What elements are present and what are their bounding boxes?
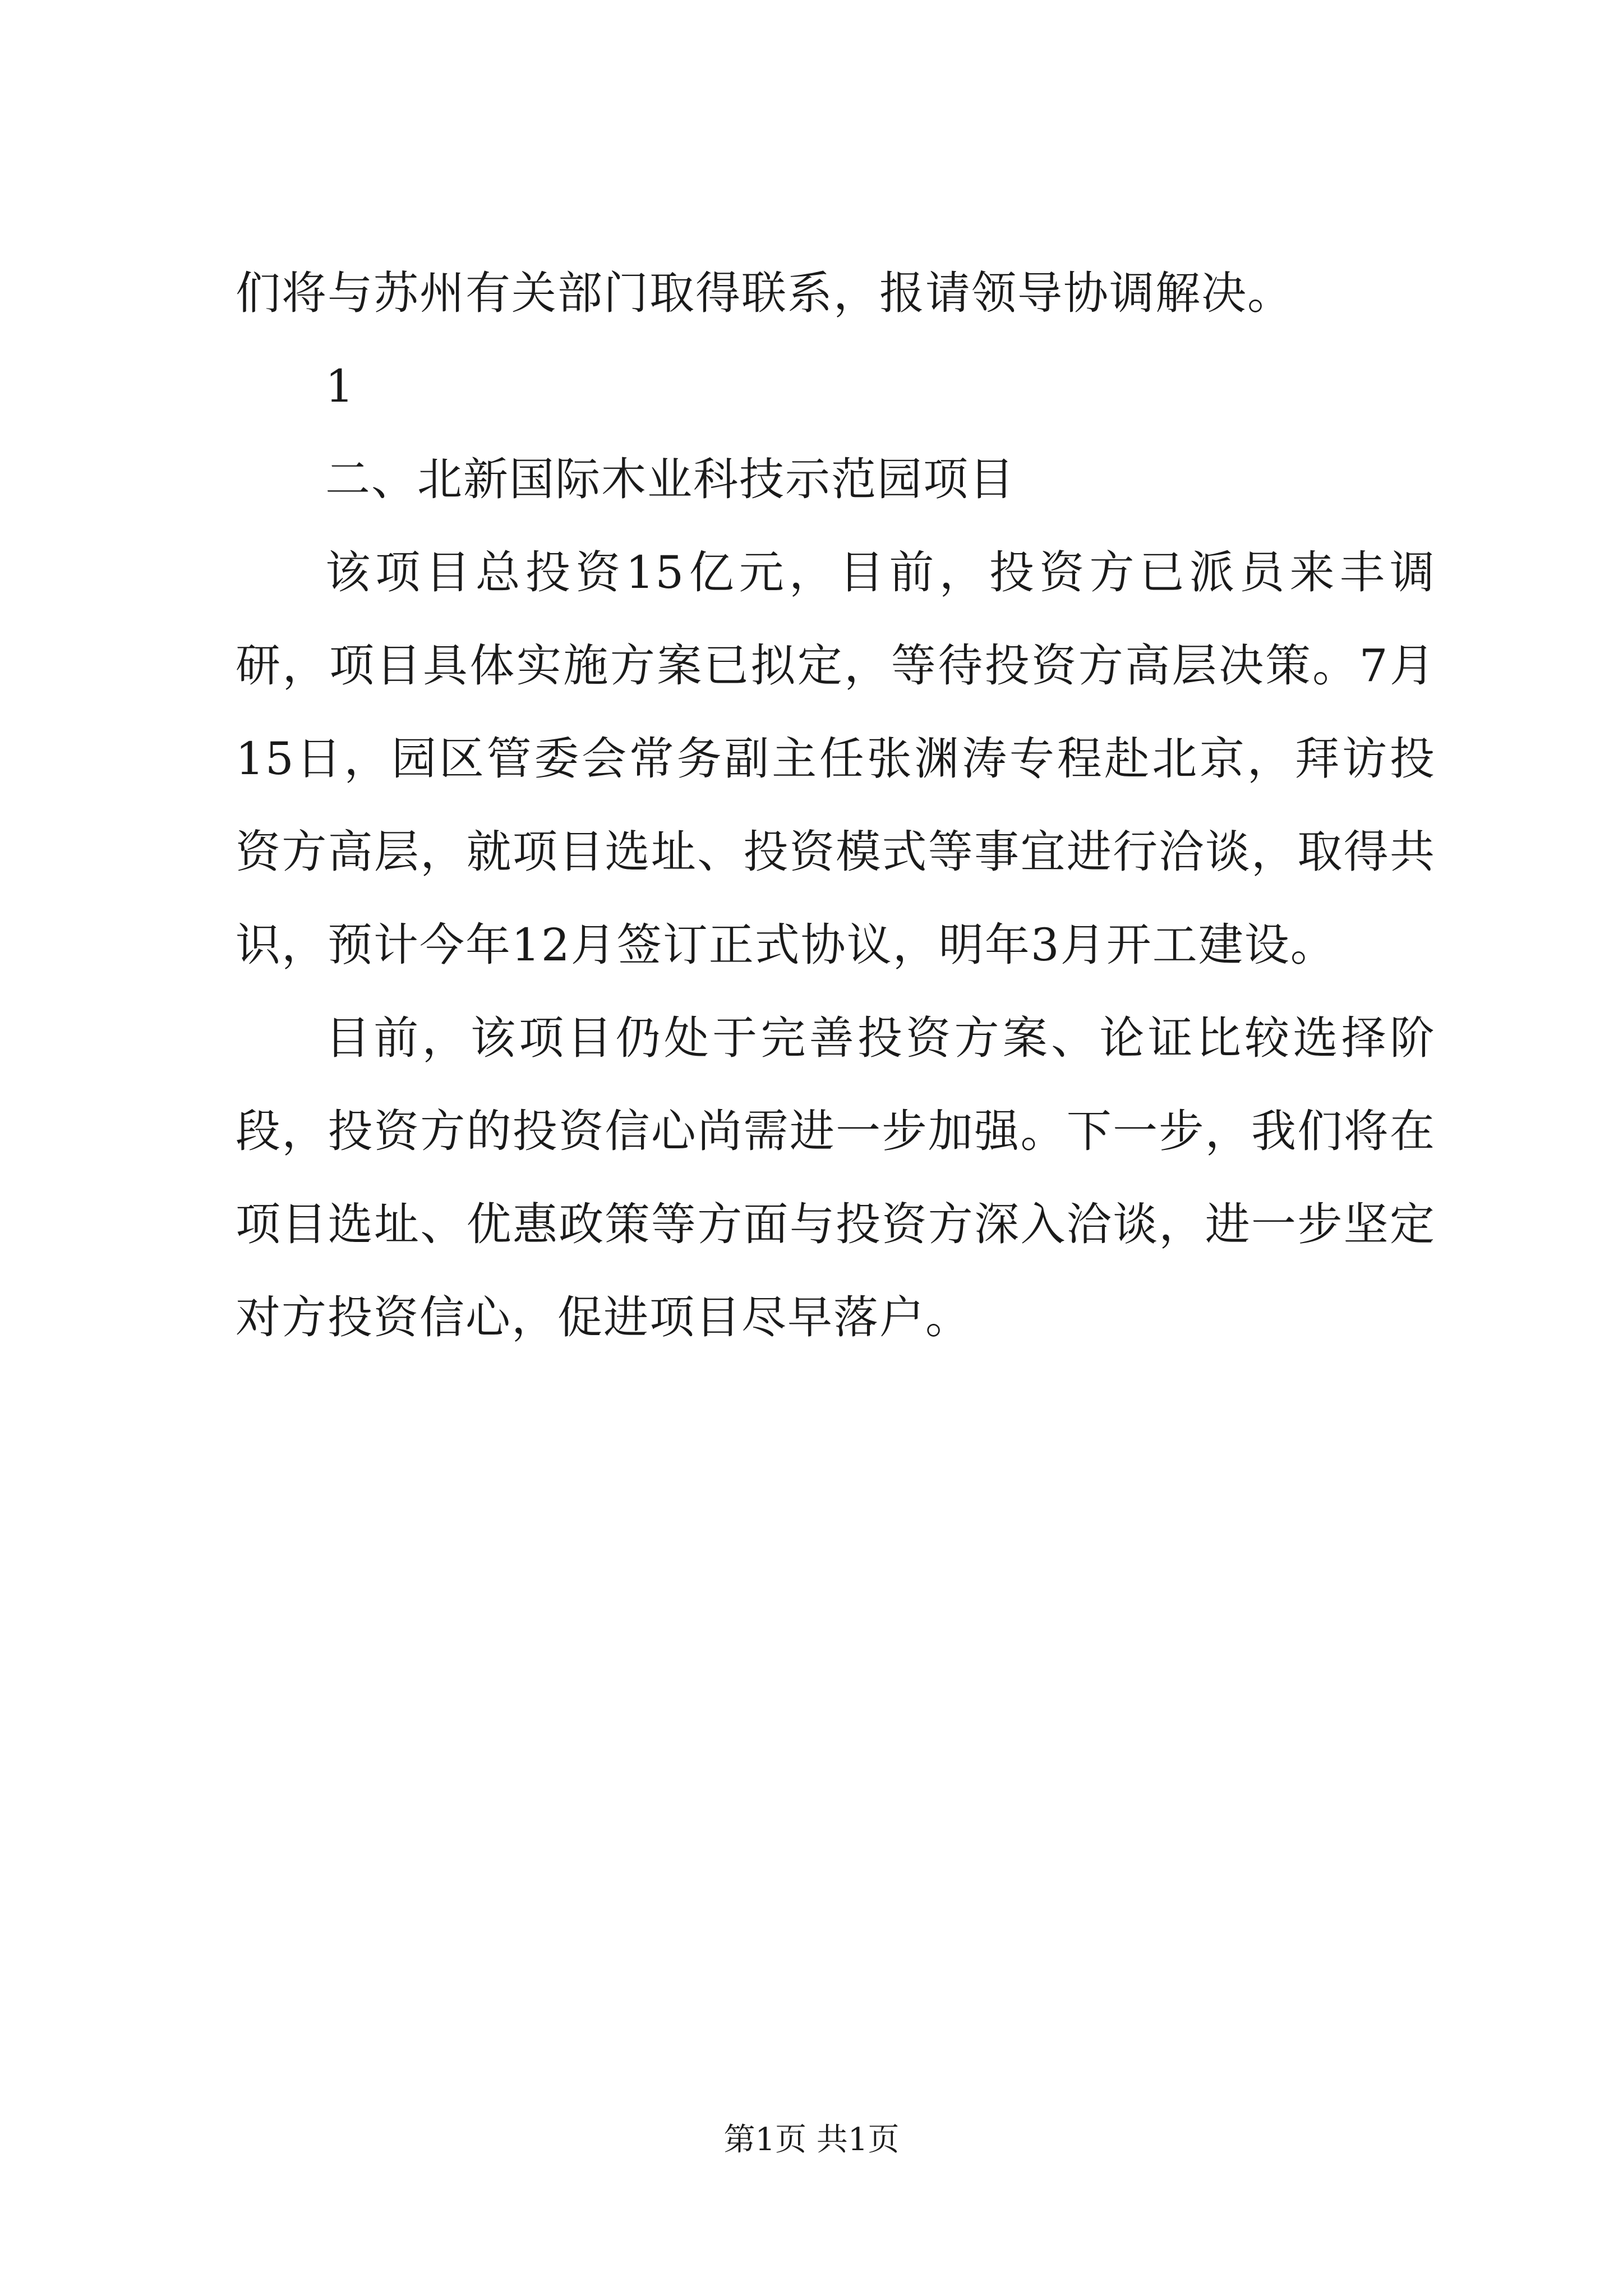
document-body — [236, 247, 1436, 1364]
paragraph-1: 该项目总投资15亿元，目前，投资方已派员来丰调研，项目具体实施方案已拟定，等待投资方高层决策。7月15日，园区管委会常务副主任张渊涛专程赴北京，拜访投资方高层，就项目选址、投资模式等事宜进行洽谈，取得共识，预计今年12月签订正式协议，明年3月开工建设。 — [236, 546, 1436, 971]
paragraph-2: 目前，该项目仍处于完善投资方案、论证比较选择阶段，投资方的投资信心尚需进一步加强。下一步，我们将在项目选址、优惠政策等方面与投资方深入洽谈，进一步坚定对方投资信心，促进项目尽早落户。 — [236, 1012, 1436, 1343]
section-heading: 二、北新国际木业科技示范园项目 — [325, 453, 1015, 505]
page-marker: 1 — [325, 360, 355, 412]
continuation-line: 们将与苏州有关部门取得联系，报请领导协调解决。 — [236, 267, 1293, 319]
page-footer: 第1页 共1页 — [723, 2122, 900, 2158]
